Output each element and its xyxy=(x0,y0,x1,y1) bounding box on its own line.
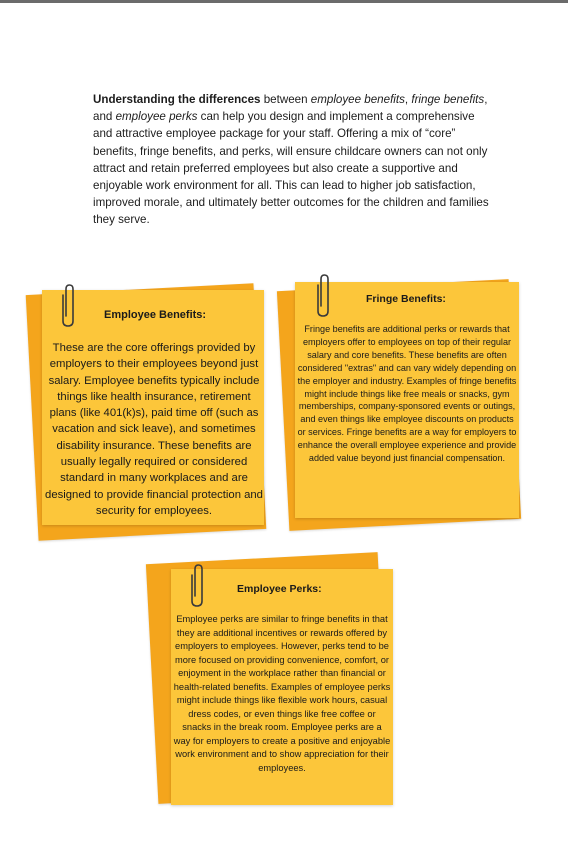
note-title: Employee Benefits: xyxy=(104,309,207,321)
paperclip-icon xyxy=(59,283,77,329)
note-body: Employee perks are similar to fringe benefits in that they are additional incentives or rewards offered by employers to employees. However, perks tend to be more focused on providing convenience, comfort, or enjoyment in the workplace rather than financial or health-related benefits. Examples of employee perks might include things like flexible work hours, casual dress codes, or even things like free coffee or snacks in the break room. Employee perks are a way for employers to create a positive and enjoyable work environment and to show appreciation for their employees. xyxy=(173,614,391,773)
intro-term-employee-benefits: employee benefits xyxy=(310,93,405,106)
intro-text: between xyxy=(260,93,311,106)
intro-term-employee-perks: employee perks xyxy=(115,110,198,124)
intro-lead: Understanding the differences xyxy=(93,93,261,106)
paperclip-icon xyxy=(188,563,206,609)
top-rule xyxy=(0,0,568,3)
note-body: These are the core offerings provided by employers to their employees beyond just salary. Employee benefits typically include things like health insurance, retirement plans (like 401(k)s), paid time off (such as vacation and sick leave), and sometimes disability insurance. These benefits are usually legally required or considered standard in many workplaces and are designed to provide financial protection and security for employees. xyxy=(45,342,263,517)
intro-text: , and xyxy=(93,93,488,124)
note-body: Fringe benefits are additional perks or rewards that employers offer to employees on top of their regular salary and core benefits. These benefits are often considered "extras" and can vary widely depending on the employer and industry. Examples of fringe benefits might include things like free meals or snacks, gym memberships, company-sponsored events or outings, and even things like employee discounts on products or services. Fringe benefits are a way for employers to enhance the overall employee experience and provide added value beyond just financial compensation. xyxy=(297,324,517,464)
intro-text: , xyxy=(404,93,412,106)
note-title: Fringe Benefits: xyxy=(366,293,446,305)
note-title: Employee Perks: xyxy=(237,583,322,595)
paperclip-icon xyxy=(314,273,332,319)
intro-paragraph xyxy=(93,91,493,229)
intro-term-fringe-benefits: fringe benefits xyxy=(411,93,485,106)
intro-text: can help you design and implement a comprehensive and attractive employee package for your staff. Offering a mix of “core” benefits, fringe benefits, and perks, will ensure childcare owners can not only attract and retain preferred employees but also create a supportive and enjoyable work environment for all. This can lead to higher job satisfaction, improved morale, and ultimately better outcomes for the children and families they serve. xyxy=(93,110,489,227)
